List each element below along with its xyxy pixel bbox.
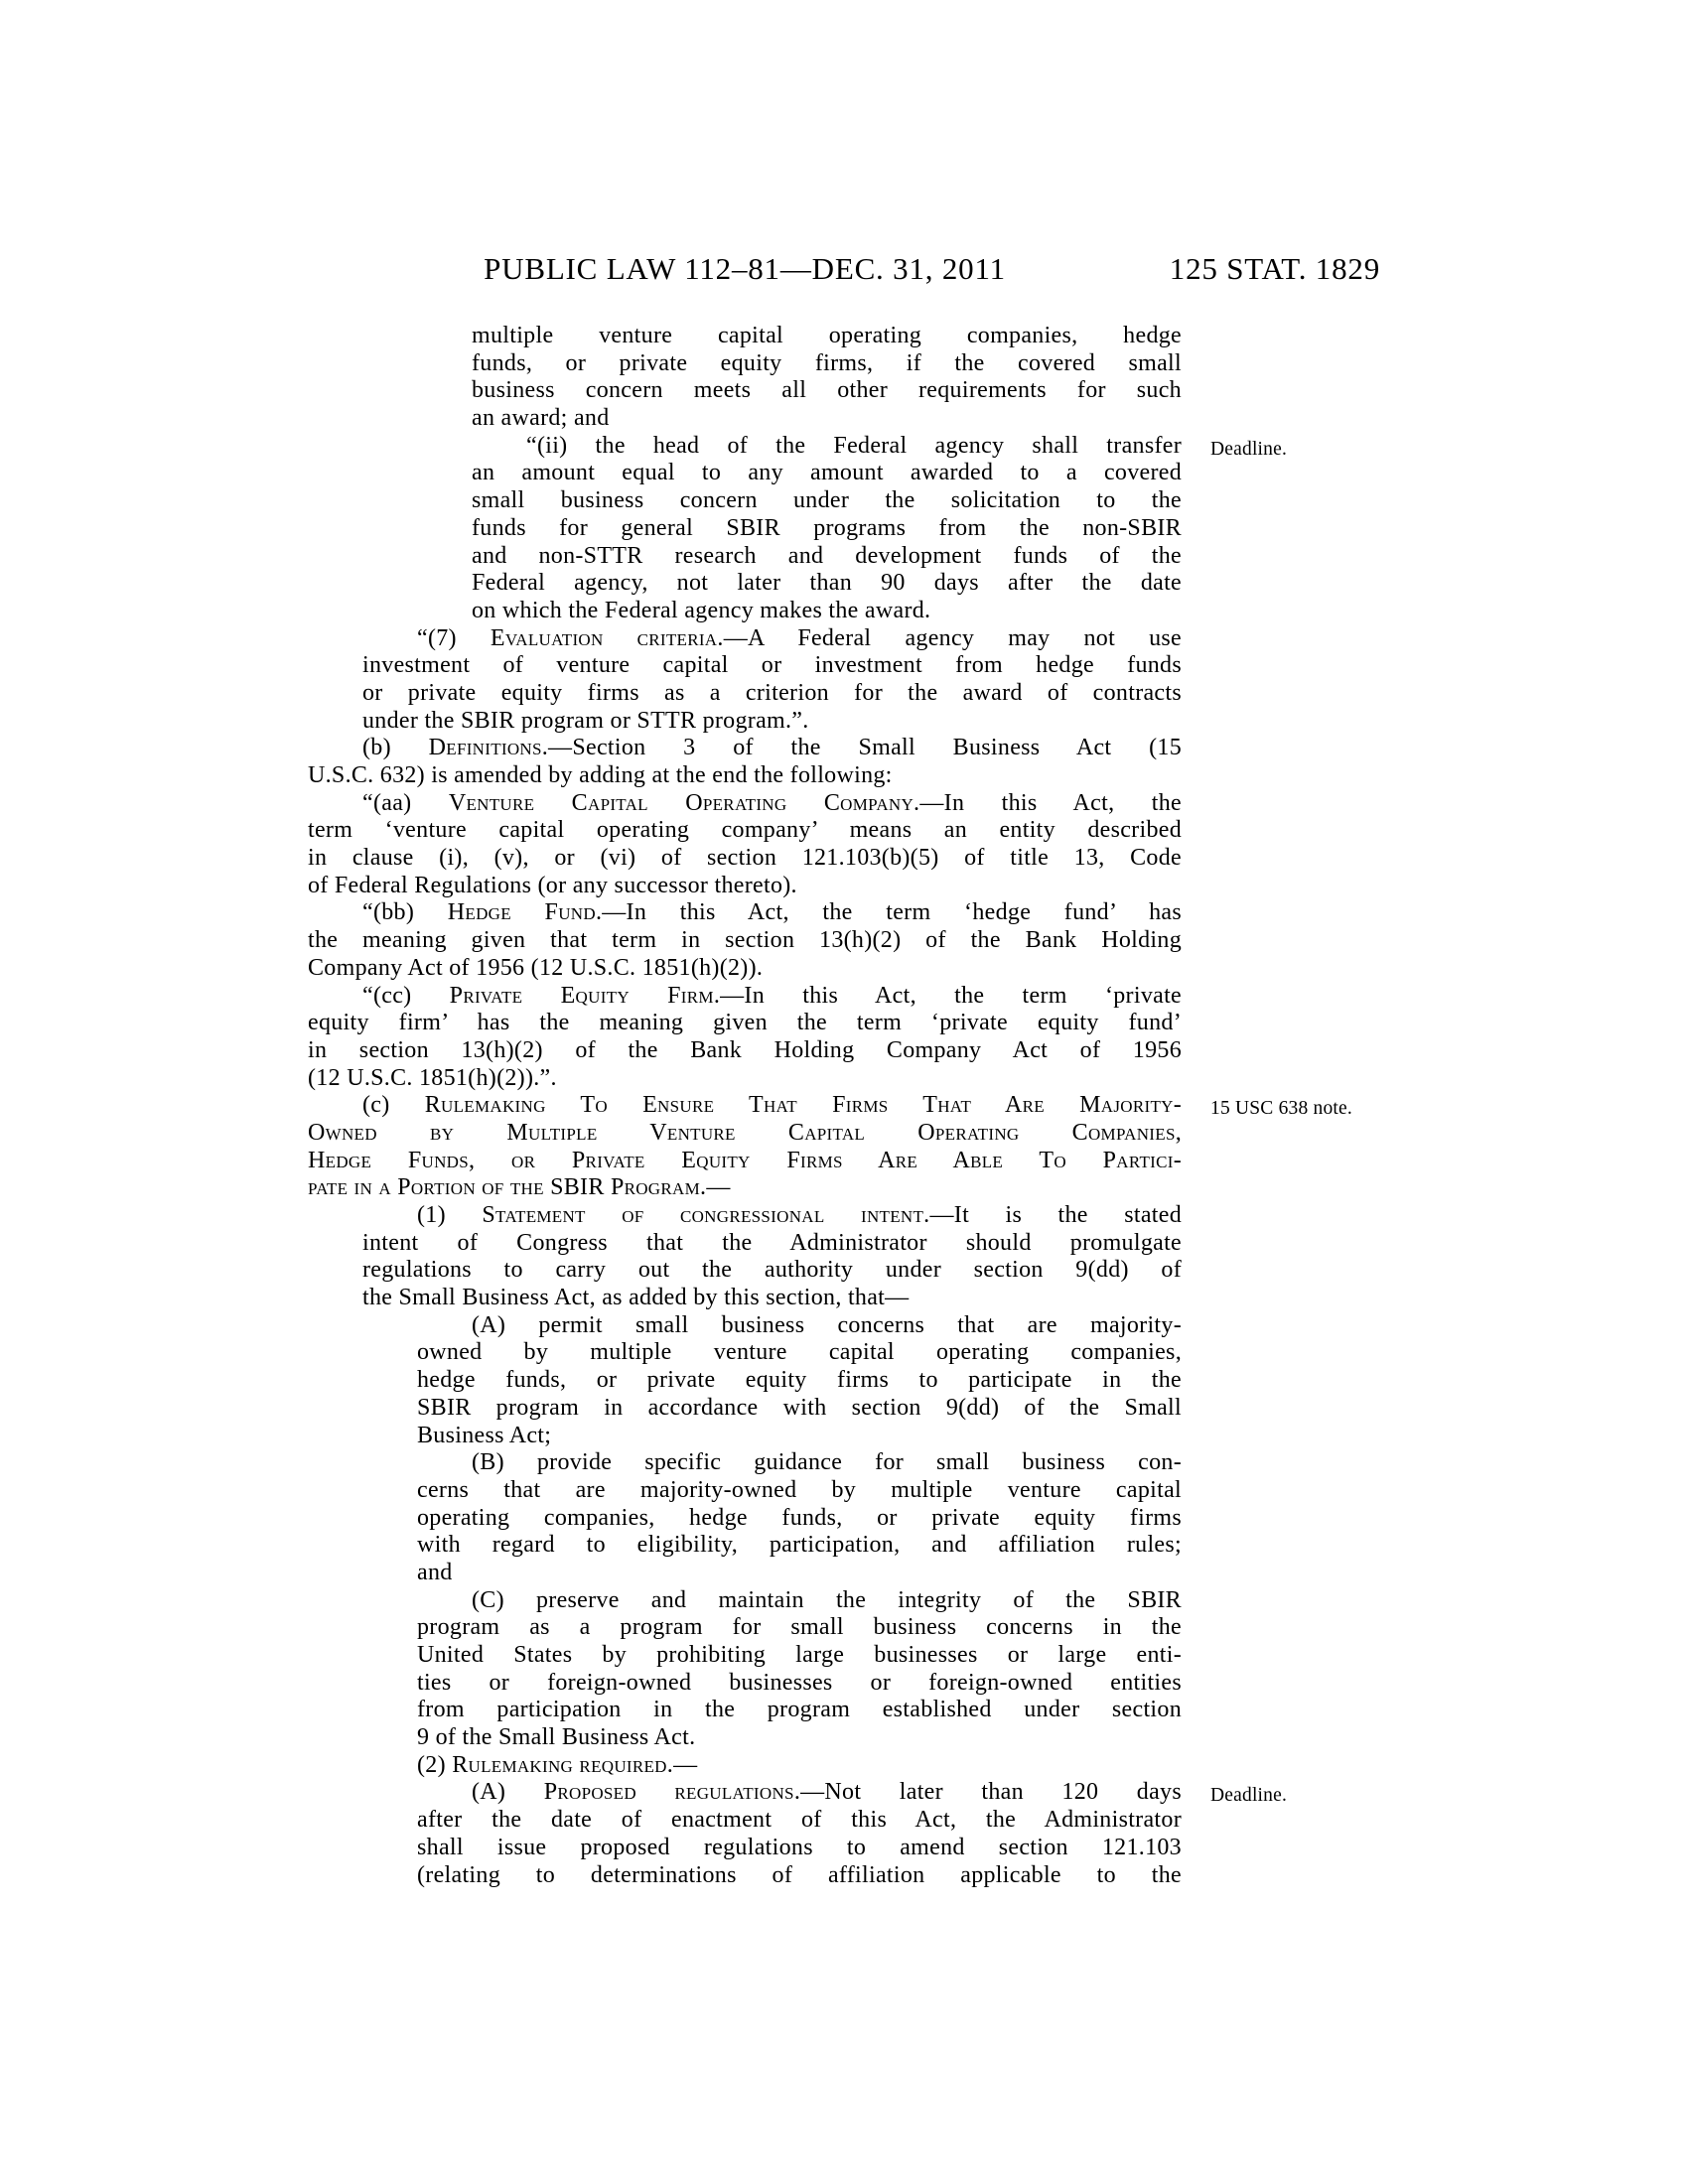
margin-note: 15 USC 638 note. (1210, 1098, 1352, 1120)
text-line (308, 570, 1182, 598)
text-line (308, 1339, 1182, 1367)
text-run: ties or foreign-owned businesses or foreign-owned entities (417, 1669, 1182, 1696)
small-caps-text: Owned by Multiple Venture Capital Operating Companies, (308, 1119, 1182, 1146)
text-run: Company Act of 1956 (12 U.S.C. 1851(h)(2)). (308, 954, 764, 981)
text-run: an award; and (472, 405, 610, 432)
text-line (308, 460, 1182, 487)
text-line (308, 1835, 1182, 1862)
text-line (308, 350, 1182, 378)
text-line (308, 487, 1182, 515)
small-caps-text: Rulemaking To Ensure That Firms That Are Majority- (424, 1092, 1182, 1119)
text-line (308, 1092, 1352, 1120)
text-run: funds for general SBIR programs from the non-SBIR (472, 514, 1182, 541)
text-line (308, 1862, 1182, 1890)
text-run: .— (666, 1751, 698, 1778)
text-run: “(7) (417, 624, 491, 651)
text-line (308, 735, 1182, 762)
text-run: after the date of enactment of this Act, the Administrator (417, 1807, 1182, 1834)
text-run: “(aa) (362, 789, 449, 816)
text-line (308, 1423, 1182, 1450)
small-caps-text: Hedge Funds, or Private Equity Firms Are Able To Partici- (308, 1147, 1182, 1173)
text-line (308, 817, 1182, 845)
text-line (308, 1230, 1182, 1258)
text-run: U.S.C. 632) is amended by adding at the end the following: (308, 762, 893, 788)
text-run: with regard to eligibility, participation, and affiliation rules; (417, 1532, 1182, 1559)
text-line (308, 1065, 1182, 1093)
text-line (308, 1449, 1182, 1477)
text-line (308, 1807, 1182, 1835)
small-caps-text: Definitions (428, 735, 542, 761)
text-line (308, 1174, 1182, 1202)
text-run: “(cc) (362, 982, 450, 1009)
small-caps-text: pate in a Portion of the SBIR Program.— (308, 1174, 731, 1201)
text-run: in section 13(h)(2) of the Bank Holding Company Act of 1956 (308, 1036, 1182, 1063)
text-line (308, 432, 1288, 461)
text-run: equity firm’ has the meaning given the term ‘private equity fund’ (308, 1010, 1182, 1036)
text-line (308, 1724, 1182, 1752)
text-line (308, 1779, 1288, 1807)
text-line (308, 790, 1182, 818)
text-line (308, 762, 1182, 790)
text-run: (C) preserve and maintain the integrity of the SBIR (472, 1586, 1182, 1613)
text-run: (1) (417, 1202, 483, 1228)
small-caps-text: Statement of congressional intent (482, 1202, 924, 1228)
text-run: (2) (417, 1751, 453, 1778)
small-caps-text: Rulemaking required (452, 1751, 667, 1778)
text-run: intent of Congress that the Administrator should promulgate (362, 1229, 1182, 1256)
text-run: (A) permit small business concerns that are majority- (472, 1311, 1182, 1338)
text-run: the meaning given that term in section 13(h)(2) of the Bank Holding (308, 927, 1182, 954)
text-line (308, 1752, 1182, 1780)
text-run: Business Act; (417, 1422, 552, 1448)
text-run: an amount equal to any amount awarded to a covered (472, 460, 1182, 486)
text-line (308, 1670, 1182, 1698)
margin-note: Deadline. (1210, 438, 1288, 460)
text-run: .—A Federal agency may not use (717, 624, 1182, 651)
text-line (308, 983, 1182, 1011)
small-caps-text: Evaluation criteria (490, 624, 718, 651)
text-run: operating companies, hedge funds, or private equity firms (417, 1504, 1182, 1531)
text-run: business concern meets all other requirements for such (472, 377, 1182, 404)
text-line (308, 1560, 1182, 1587)
text-line (308, 1477, 1182, 1505)
text-run: shall issue proposed regulations to amend section 121.103 (417, 1834, 1182, 1860)
text-line (308, 1202, 1182, 1230)
text-line (308, 680, 1182, 708)
text-run: (B) provide specific guidance for small business con- (472, 1449, 1182, 1476)
text-line (308, 1312, 1182, 1340)
header-stat-page: 125 STAT. 1829 (1169, 251, 1380, 286)
text-run: United States by prohibiting large businesses or large enti- (417, 1642, 1182, 1668)
text-line (308, 845, 1182, 873)
text-run: or private equity firms as a criterion for the award of contracts (362, 679, 1182, 706)
text-line (308, 873, 1182, 900)
small-caps-text: Private Equity Firm (449, 982, 714, 1009)
text-run: hedge funds, or private equity firms to participate in the (417, 1367, 1182, 1394)
text-run: .—It is the stated (923, 1202, 1182, 1228)
text-run: in clause (i), (v), or (vi) of section 121.103(b)(5) of title 13, Code (308, 845, 1182, 872)
text-line (308, 708, 1182, 736)
text-line (308, 1532, 1182, 1560)
text-line (308, 1587, 1182, 1615)
text-run: investment of venture capital or investment from hedge funds (362, 652, 1182, 679)
text-line (308, 323, 1182, 350)
text-line (308, 927, 1182, 955)
text-run: of Federal Regulations (or any successor thereto). (308, 872, 797, 898)
text-run: (A) (472, 1779, 544, 1806)
text-line (308, 1697, 1182, 1724)
text-line (308, 1367, 1182, 1395)
text-run: .—In this Act, the term ‘private (713, 982, 1182, 1009)
text-line (308, 377, 1182, 405)
text-run: 9 of the Small Business Act. (417, 1724, 696, 1751)
text-run: owned by multiple venture capital operating companies, (417, 1339, 1182, 1366)
text-run: program as a program for small business concerns in the (417, 1614, 1182, 1641)
text-line (308, 1257, 1182, 1285)
text-run: multiple venture capital operating companies, hedge (472, 323, 1182, 348)
text-run: term ‘venture capital operating company’ means an entity described (308, 817, 1182, 844)
text-run: SBIR program in accordance with section 9(dd) of the Small (417, 1394, 1182, 1421)
text-run: (b) (362, 735, 429, 761)
text-line (308, 1395, 1182, 1423)
text-run: “(bb) (362, 899, 448, 926)
text-line (308, 625, 1182, 653)
text-line (308, 1148, 1182, 1175)
text-run: cerns that are majority-owned by multiple venture capital (417, 1476, 1182, 1503)
text-run: and non-STTR research and development funds of the (472, 542, 1182, 569)
text-line (308, 405, 1182, 433)
text-column (308, 323, 1352, 1889)
text-run: .—Not later than 120 days (793, 1779, 1182, 1806)
text-run: regulations to carry out the authority under section 9(dd) of (362, 1257, 1182, 1284)
small-caps-text: Proposed regulations (543, 1779, 794, 1806)
text-line (308, 1010, 1182, 1037)
text-line (308, 1505, 1182, 1533)
text-run: .—In this Act, the (914, 789, 1182, 816)
text-line (308, 543, 1182, 571)
text-line (308, 1037, 1182, 1065)
text-run: .—Section 3 of the Small Business Act (15 (541, 735, 1183, 761)
header-law-title: PUBLIC LAW 112–81—DEC. 31, 2011 (484, 251, 1006, 286)
text-line (308, 652, 1182, 680)
text-run: and (417, 1559, 453, 1585)
text-run: .—In this Act, the term ‘hedge fund’ has (595, 899, 1182, 926)
text-run: funds, or private equity firms, if the covered small (472, 349, 1182, 376)
text-line (308, 1285, 1182, 1312)
text-line (308, 1120, 1182, 1148)
text-run: (relating to determinations of affiliation applicable to the (417, 1861, 1182, 1888)
text-run: from participation in the program established under section (417, 1697, 1182, 1723)
text-run: (c) (362, 1092, 425, 1119)
text-run: “(ii) the head of the Federal agency shall transfer (526, 432, 1182, 459)
margin-note: Deadline. (1210, 1785, 1288, 1807)
text-line (308, 899, 1182, 927)
text-run: on which the Federal agency makes the award. (472, 597, 931, 623)
text-run: under the SBIR program or STTR program.”. (362, 707, 809, 734)
small-caps-text: Hedge Fund (447, 899, 596, 926)
text-run: (12 U.S.C. 1851(h)(2)).”. (308, 1064, 557, 1091)
small-caps-text: Venture Capital Operating Company (448, 789, 914, 816)
text-run: Federal agency, not later than 90 days after the date (472, 570, 1182, 597)
text-line (308, 515, 1182, 543)
text-line (308, 1642, 1182, 1670)
text-line (308, 598, 1182, 625)
text-line (308, 1614, 1182, 1642)
text-run: the Small Business Act, as added by this section, that— (362, 1285, 910, 1311)
text-run: small business concern under the solicitation to the (472, 487, 1182, 514)
text-line (308, 955, 1182, 983)
